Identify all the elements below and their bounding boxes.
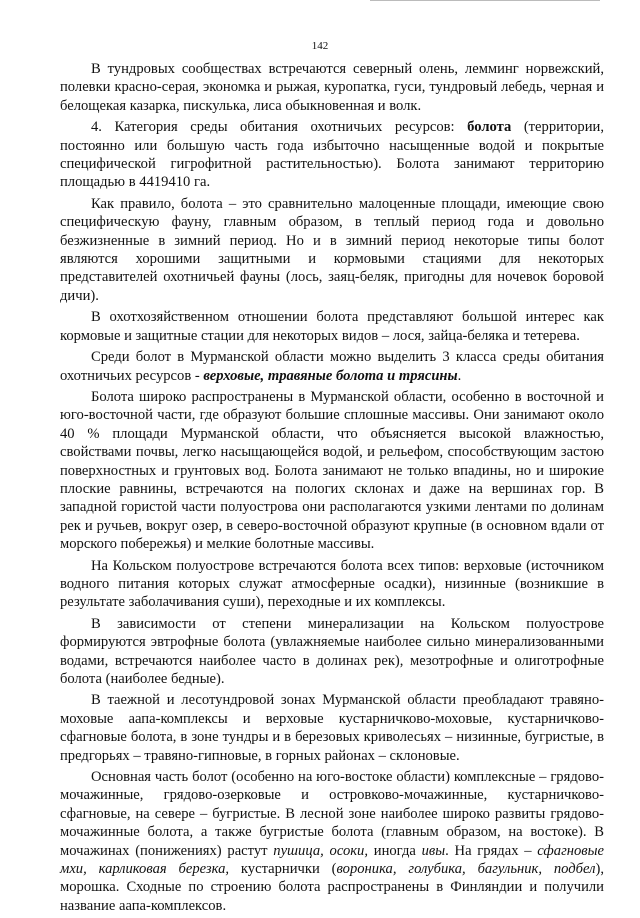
paragraph-5-before: Среди болот в Мурманской области можно выделить 3 класса среды обитания охотничьих ресурсов - <box>60 349 604 384</box>
top-rule <box>370 0 600 3</box>
paragraph-10-i3: сфагновые мхи, карликовая березка, <box>60 842 604 878</box>
paragraph-2-after: (территории, постоянно или большую часть года избыточно насыщенные водой и покрытые специфической гигрофитной растительностью). Болота занимают территорию площадью в 4419410 га. <box>60 119 604 191</box>
paragraph-6: Болота широко распространены в Мурманской области, особенно в восточной и юго-восточной части, где образуют большие сплошные массивы. Они занимают около 40 % площади Мурманской области, что объясняется высокой влажностью, свойствами почвы, легко насыщающейся водой, и рельефом, способствующим застою поверхностных и грунтовых вод. Болота занимают не только впадины, но и широкие плоские равнины, встречаются на пологих склонах и даже на вершинах гор. В западной гористой части полуострова они располагаются узкими лентами по долинам рек и ручьев, вокруг озер, в северо-восточной образуют крупные (в основном вдали от морского побережья) и мелкие болотные массивы. <box>60 388 604 553</box>
paragraph-10-t3: . На грядах – <box>445 842 538 859</box>
paragraph-10-i2: ивы <box>421 842 446 859</box>
paragraph-10-i4: вороника, голубика, багульник, подбел <box>336 861 596 878</box>
paragraph-8: В зависимости от степени минерализации на Кольском полуострове формируются эвтрофные болота (увлажняемые наиболее сильно минерализованными водами, встречаются наиболее часто в долинах рек), мезотрофные и олиготрофные болота (наиболее бедные). <box>60 615 604 687</box>
paragraph-2-bold: болота <box>467 119 512 136</box>
paragraph-9: В таежной и лесотундровой зонах Мурманской области преобладают травяно-моховые аапа-комплексы и верховые кустарничково-моховые, кустарничково-сфагновые болота, в зоне тундры и в березовых криволесьях – низинные, бугристые, в предгорьях – травяно-гипновые, в горных районах – склоновые. <box>60 692 604 764</box>
paragraph-3: Как правило, болота – это сравнительно малоценные площади, имеющие свою специфическую фауну, главным образом, в теплый период года и довольно безжизненные в зимний период. Но и в зимний период некоторые типы болот являются хорошими защитными и кормовыми стациями для некоторых представителей охотничьей фауны (лось, заяц-беляк, пригодны для ночевок боровой дичи). <box>60 195 604 304</box>
paragraph-10-t4: кустарнички ( <box>229 861 337 878</box>
paragraph-4: В охотхозяйственном отношении болота представляют большой интерес как кормовые и защитные стации для некоторых видов – лося, зайца-беляка и тетерева. <box>60 309 604 344</box>
paragraph-10 <box>60 768 604 915</box>
paragraph-5-bold-italic: верховые, травяные болота и трясины <box>203 367 458 384</box>
paragraph-10-t5: ), морошка. Сходные по строению болота распространены в Финляндии и получили название аапа-комплексов. <box>60 861 604 914</box>
paragraph-2 <box>60 118 604 192</box>
paragraph-10-t2: иногда <box>368 842 422 859</box>
document-body <box>60 60 604 918</box>
paragraph-5 <box>60 348 604 385</box>
paragraph-1: В тундровых сообществах встречаются северный олень, лемминг норвежский, полевки красно-серая, экономка и рыжая, куропатка, гуси, тундровый лебедь, черная и белощекая казарка, пискулька, лиса обыкновенная и волк. <box>60 61 604 114</box>
paragraph-2-before: 4. Категория среды обитания охотничьих ресурсов: <box>91 119 468 136</box>
page-number: 142 <box>311 40 329 52</box>
paragraph-5-after: . <box>457 367 462 384</box>
paragraph-10-t1: Основная часть болот (особенно на юго-востоке области) комплексные – грядово-мочажинные, грядово-озерковые и островково-мочажинные, кустарничково-сфагновые, на севере – бугристые. В лесной зоне наиболее широко развиты грядово-мочажинные болота, а также бугристые болота (главным образом, на востоке). В мочажинах (понижениях) растут <box>60 769 604 859</box>
paragraph-7: На Кольском полуострове встречаются болота всех типов: верховые (источником водного питания которых служат атмосферные осадки), низинные (возникшие в результате заболачивания суши), переходные и их комплексы. <box>60 557 604 611</box>
paragraph-10-i1: пушица, осоки, <box>273 842 369 859</box>
